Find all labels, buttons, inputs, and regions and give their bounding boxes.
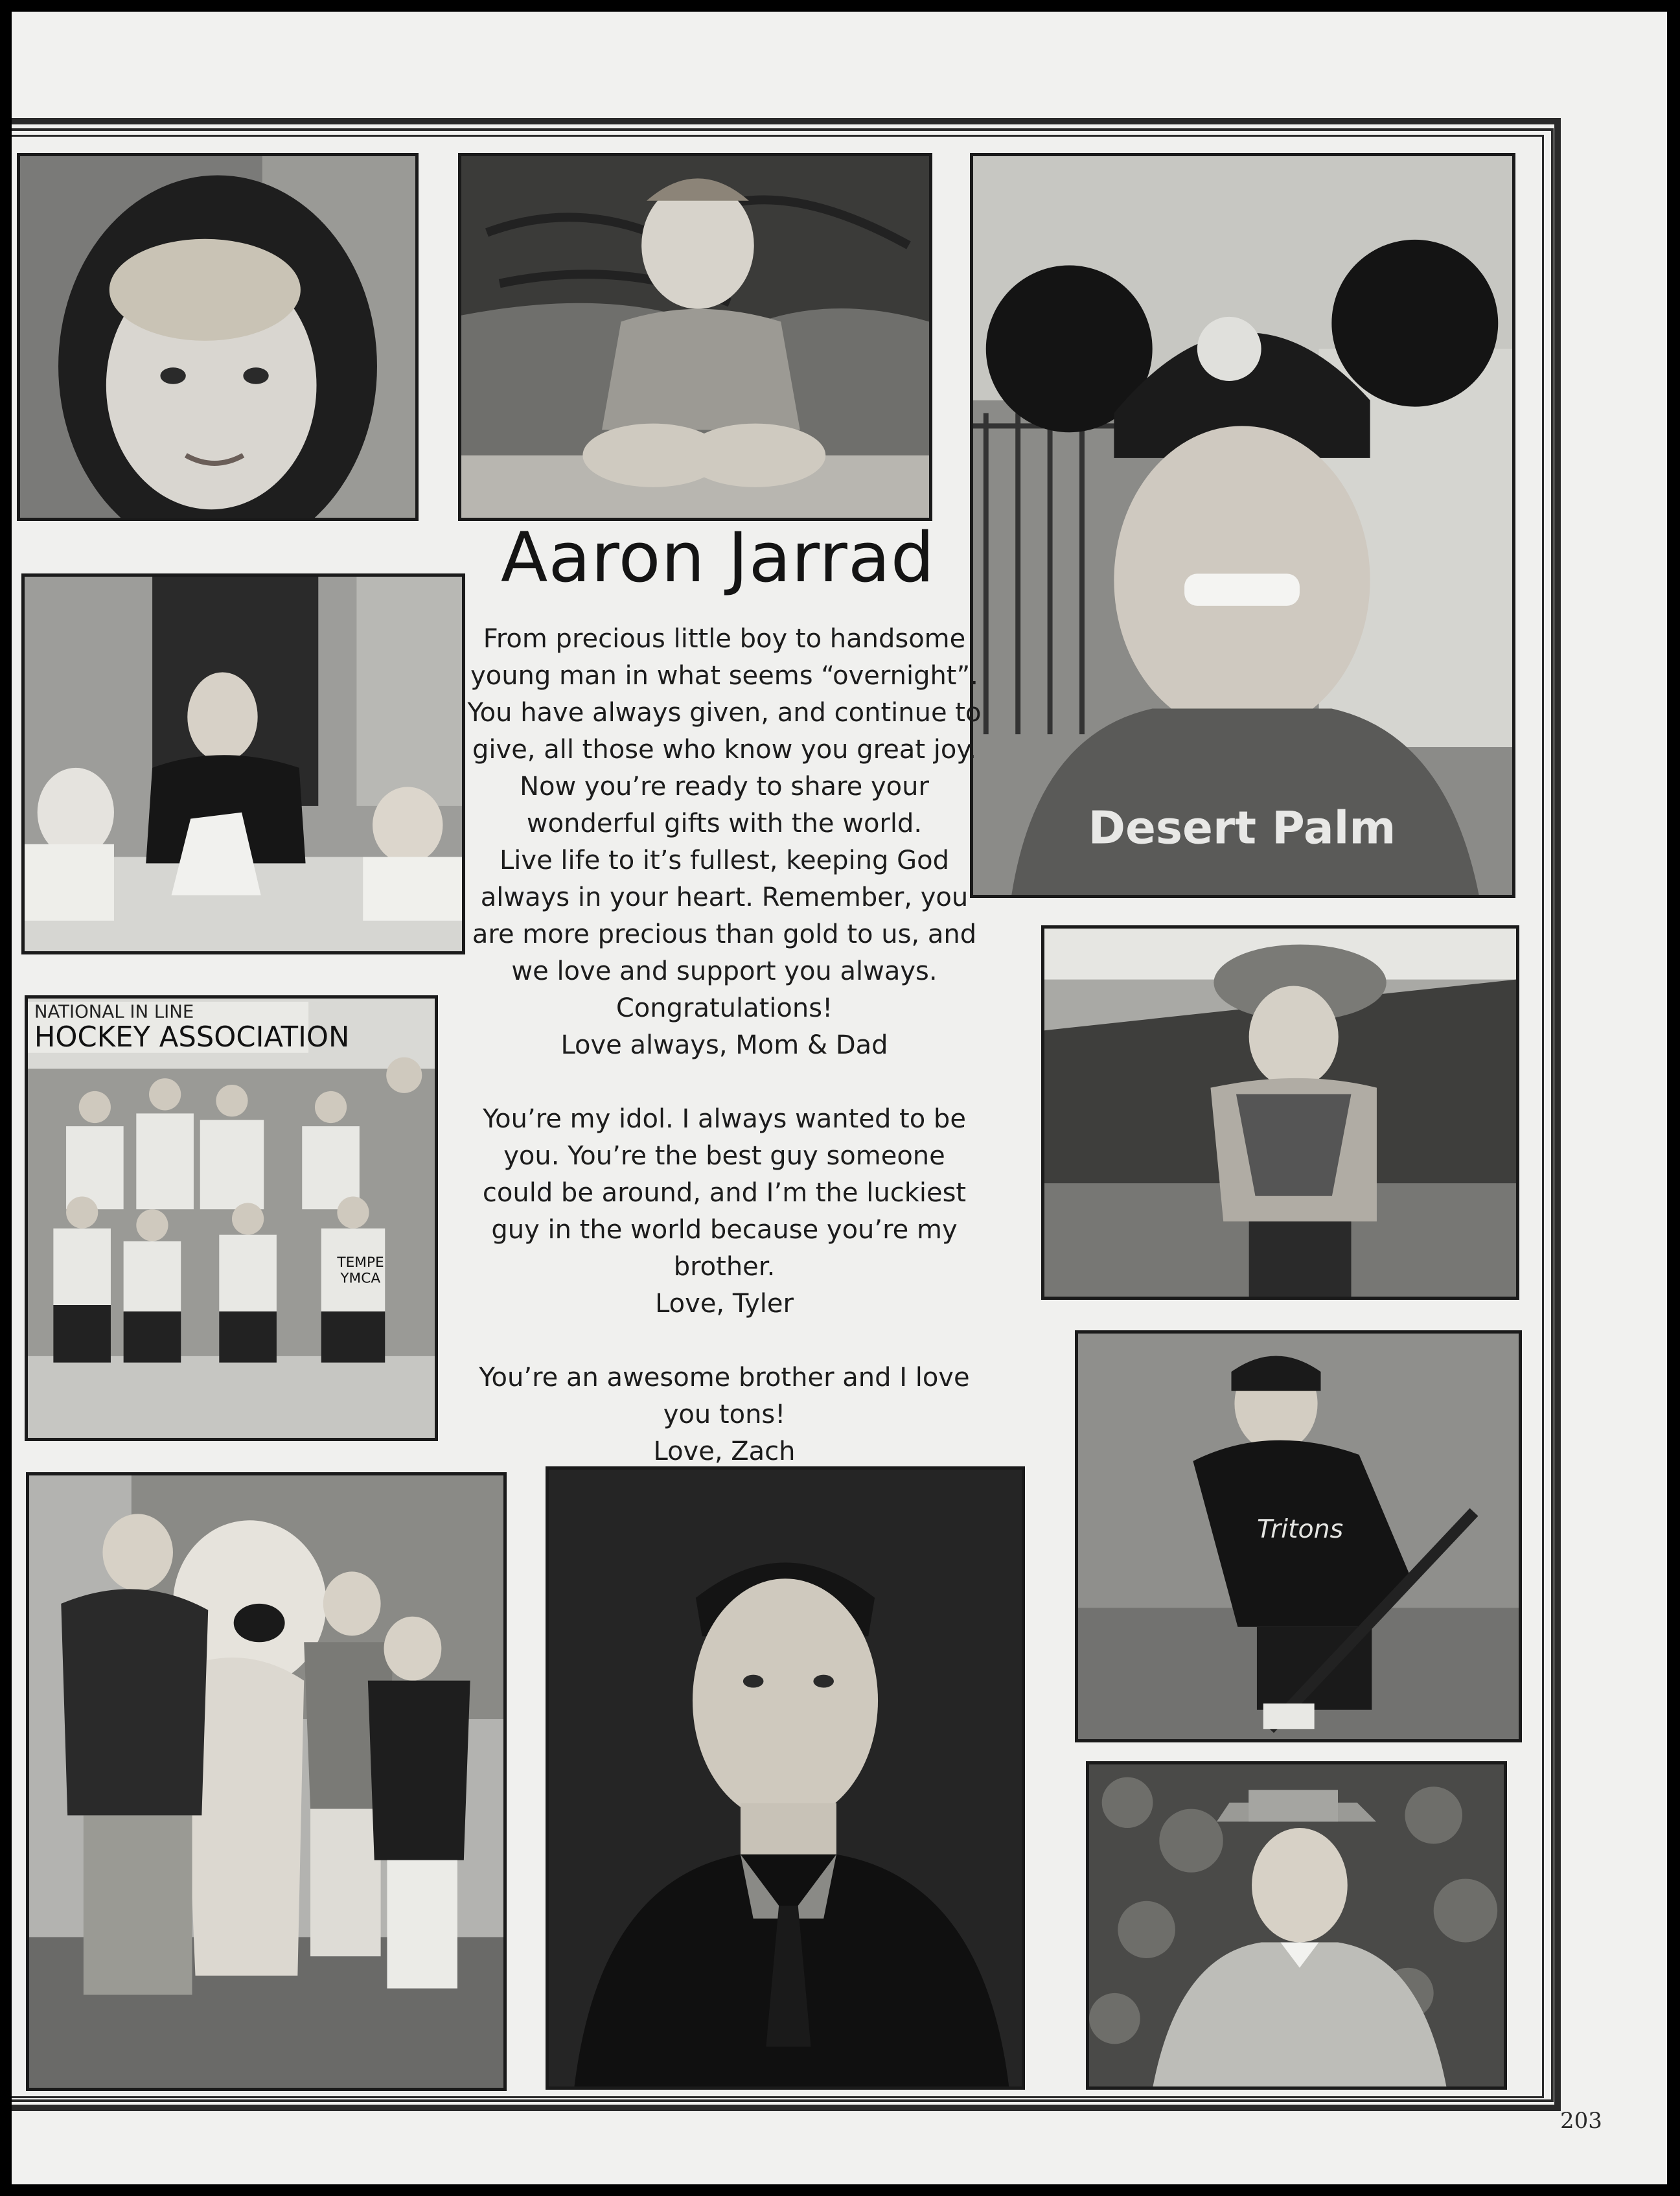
yearbook-page	[12, 12, 1667, 2184]
message-line: always in your heart. Remember, you	[480, 883, 969, 912]
photo-toddler-hood	[17, 153, 419, 521]
message-signature: Love, Tyler	[655, 1289, 794, 1319]
message-signature: Love always, Mom & Dad	[560, 1030, 888, 1060]
photo-cowboy	[1041, 925, 1519, 1300]
photo-child-sitting	[458, 153, 932, 521]
message-signature: Love, Zach	[653, 1437, 796, 1466]
message-line: are more precious than gold to us, and	[472, 919, 977, 949]
message-from-parents	[465, 621, 984, 1064]
photo-birthday-cake	[21, 573, 465, 954]
tribute-message	[465, 621, 984, 1470]
message-line: you. You’re the best guy someone	[503, 1141, 945, 1171]
photo-hockey-player	[1075, 1330, 1522, 1742]
message-line: young man in what seems “overnight”.	[470, 661, 978, 691]
svg-text:Tritons: Tritons	[1256, 1514, 1344, 1544]
message-line: Now you’re ready to share your	[520, 772, 929, 802]
message-line: You have always given, and continue to	[467, 698, 982, 728]
message-line: you tons!	[663, 1400, 786, 1429]
page-title: Aaron Jarrad	[500, 518, 936, 597]
photo-mickey-ears	[970, 153, 1515, 898]
shirt-text: Desert Palm	[1088, 802, 1396, 855]
message-line: guy in the world because you’re my	[491, 1215, 958, 1245]
banner-line1: NATIONAL IN LINE	[34, 1000, 194, 1023]
photo-graduation	[1086, 1761, 1507, 2090]
message-line: Live life to it’s fullest, keeping God	[500, 846, 949, 875]
message-from-zach	[465, 1359, 984, 1470]
message-line: brother.	[673, 1252, 776, 1282]
photo-hockey-team	[25, 995, 438, 1441]
message-from-tyler	[465, 1101, 984, 1323]
banner-line2: HOCKEY ASSOCIATION	[34, 1021, 350, 1054]
photo-group-pluto	[26, 1472, 507, 2091]
photo-senior-portrait	[546, 1466, 1025, 2090]
message-line: Congratulations!	[616, 993, 833, 1023]
message-line: From precious little boy to handsome	[483, 624, 966, 654]
message-line: we love and support you always.	[511, 956, 938, 986]
message-line: give, all those who know you great joy.	[472, 735, 976, 765]
message-line: could be around, and I’m the luckiest	[482, 1178, 967, 1208]
page-number: 203	[1560, 2108, 1602, 2134]
message-line: You’re my idol. I always wanted to be	[483, 1104, 966, 1134]
jersey-team-text: TEMPE	[337, 1254, 384, 1271]
message-line: You’re an awesome brother and I love	[479, 1363, 970, 1393]
message-line: wonderful gifts with the world.	[526, 809, 923, 838]
jersey-org-text: YMCA	[340, 1270, 381, 1287]
